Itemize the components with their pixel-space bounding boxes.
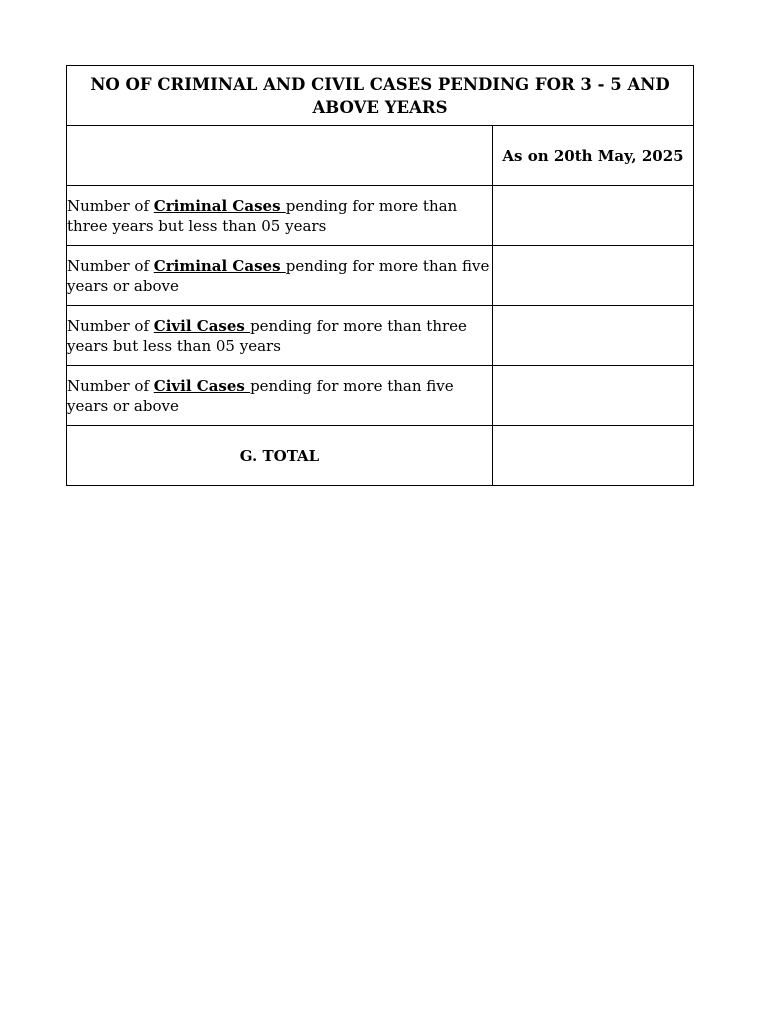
table-row [67, 186, 694, 246]
table-row [67, 246, 694, 306]
row-description-cell[interactable] [67, 246, 493, 306]
row-prefix: Number of [67, 196, 154, 215]
pending-cases-table [66, 65, 694, 486]
row-suffix: pending for more than three years but less than 05 years [67, 316, 467, 355]
grand-total-value[interactable] [493, 426, 694, 486]
grand-total-label[interactable]: G. TOTAL [67, 426, 493, 486]
header-date-cell[interactable]: As on 20th May, 2025 [493, 126, 694, 186]
table-header-row [67, 126, 694, 186]
row-suffix: pending for more than three years but less than 05 years [67, 196, 458, 235]
row-value-cell[interactable] [493, 246, 694, 306]
row-value-cell[interactable] [493, 366, 694, 426]
row-suffix: pending for more than five years or above [67, 376, 454, 415]
table-row [67, 366, 694, 426]
table-total-row [67, 426, 694, 486]
row-value-cell[interactable] [493, 306, 694, 366]
row-case-type: Civil Cases [153, 376, 251, 395]
row-description-cell[interactable] [67, 186, 493, 246]
row-description-cell[interactable] [67, 366, 493, 426]
row-prefix: Number of [67, 256, 154, 275]
table-row [67, 306, 694, 366]
row-value-cell[interactable] [493, 186, 694, 246]
row-case-type: Criminal Cases [153, 256, 286, 275]
table-title-row [67, 66, 694, 126]
row-case-type: Civil Cases [153, 316, 251, 335]
header-blank-cell[interactable] [67, 126, 493, 186]
row-case-type: Criminal Cases [153, 196, 286, 215]
row-suffix: pending for more than five years or above [67, 256, 490, 295]
row-description-cell[interactable] [67, 306, 493, 366]
row-prefix: Number of [67, 316, 154, 335]
table-title[interactable]: NO OF CRIMINAL AND CIVIL CASES PENDING FOR 3 - 5 AND ABOVE YEARS [67, 66, 694, 126]
row-prefix: Number of [67, 376, 154, 395]
